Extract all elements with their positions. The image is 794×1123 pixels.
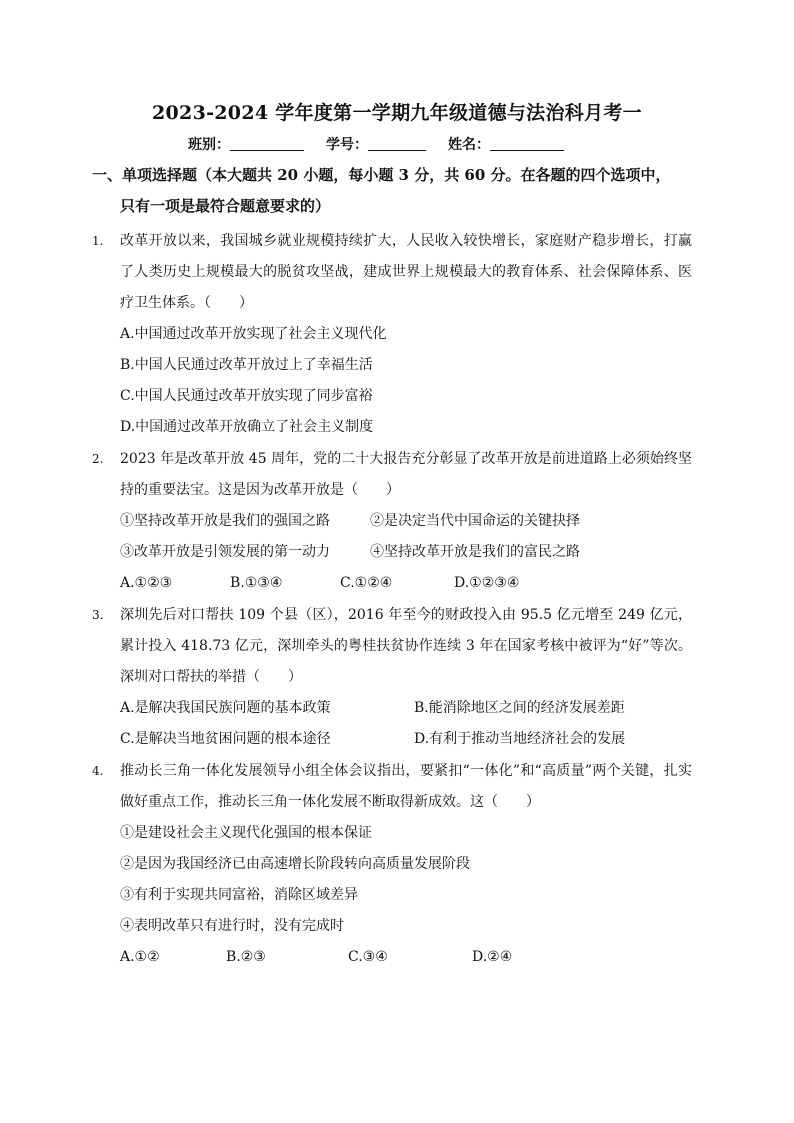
question-number: 4. <box>92 764 104 778</box>
question-stem: 2023 年是改革开放 45 周年，党的二十大报告充分彰显了改革开放是前进道路上必须始终坚持的重要法宝。这是因为改革开放是（ ） <box>120 451 692 498</box>
question-2 <box>92 444 692 599</box>
section-heading <box>92 160 702 222</box>
question-number: 3. <box>92 608 104 622</box>
question-number: 2. <box>92 452 104 466</box>
statement-row <box>120 506 692 537</box>
student-id-blank <box>368 136 426 151</box>
question-stem: 改革开放以来，我国城乡就业规模持续扩大，人民收入较快增长，家庭财产稳步增长，打赢了人类历史上规模最大的脱贫攻坚战，建成世界上规模最大的教育体系、社会保障体系、医疗卫生体系。（ ） <box>120 233 692 311</box>
statement-3: ③改革开放是引领发展的第一动力 <box>120 544 330 560</box>
option-c: C.中国人民通过改革开放实现了同步富裕 <box>120 388 373 404</box>
option-d: D.②④ <box>472 949 513 965</box>
class-label: 班别： <box>188 137 230 153</box>
option-row <box>120 942 692 973</box>
statement-1: ①坚持改革开放是我们的强国之路 <box>120 513 330 529</box>
question-number: 1. <box>92 234 104 248</box>
option-row <box>120 568 692 599</box>
question-stem: 推动长三角一体化发展领导小组全体会议指出，要紧扣“一体化”和“高质量”两个关键，扎实做好重点工作，推动长三角一体化发展不断取得新成效。这（ ） <box>120 763 692 810</box>
statement-4: ④坚持改革开放是我们的富民之路 <box>370 544 580 560</box>
name-label: 姓名： <box>448 137 490 153</box>
option-a: A.①② <box>120 949 160 965</box>
section-heading-line1: 一、单项选择题（本大题共 20 小题，每小题 3 分，共 60 分。在各题的四个选项中， <box>92 166 671 184</box>
option-row <box>120 724 692 755</box>
question-4 <box>92 756 692 973</box>
statement-1: ①是建设社会主义现代化强国的根本保证 <box>120 825 372 841</box>
statement-3: ③有利于实现共同富裕，消除区域差异 <box>120 887 358 903</box>
option-a: A.是解决我国民族问题的基本政策 <box>120 700 331 716</box>
option-c: C.①②④ <box>340 575 393 591</box>
statement-row <box>120 537 692 568</box>
option-d: D.①②③④ <box>454 575 520 591</box>
option-row <box>120 693 692 724</box>
section-heading-line2: 只有一项是最符合题意要求的） <box>120 197 331 215</box>
statement-4: ④表明改革只有进行时，没有完成时 <box>120 918 344 934</box>
option-a: A.中国通过改革开放实现了社会主义现代化 <box>120 326 387 342</box>
question-3 <box>92 600 692 755</box>
name-blank <box>490 136 564 151</box>
option-b: B.②③ <box>226 949 266 965</box>
statement-2: ②是因为我国经济已由高速增长阶段转向高质量发展阶段 <box>120 856 470 872</box>
page-title: 2023-2024 学年度第一学期九年级道德与法治科月考一 <box>152 102 642 124</box>
option-b: B.中国人民通过改革开放过上了幸福生活 <box>120 357 373 373</box>
option-b: B.能消除地区之间的经济发展差距 <box>414 700 625 716</box>
question-stem: 深圳先后对口帮扶 109 个县（区），2016 年至今的财政投入由 95.5 亿元增至 249 亿元，累计投入 418.73 亿元，深圳牵头的粤桂扶贫协作连续 3 年在国家考核中被评为“好”等次。深圳对口帮扶的举措（ ） <box>120 607 692 685</box>
option-c: C.是解决当地贫困问题的根本途径 <box>120 731 331 747</box>
option-b: B.①③④ <box>230 575 283 591</box>
statement-2: ②是决定当代中国命运的关键抉择 <box>370 513 580 529</box>
student-id-label: 学号： <box>326 137 368 153</box>
question-1 <box>92 226 692 443</box>
option-c: C.③④ <box>348 949 388 965</box>
option-a: A.①②③ <box>120 575 173 591</box>
option-d: D.有利于推动当地经济社会的发展 <box>414 731 626 747</box>
student-info-line <box>188 134 564 154</box>
option-d: D.中国通过改革开放确立了社会主义制度 <box>120 419 374 435</box>
class-blank <box>230 136 304 151</box>
